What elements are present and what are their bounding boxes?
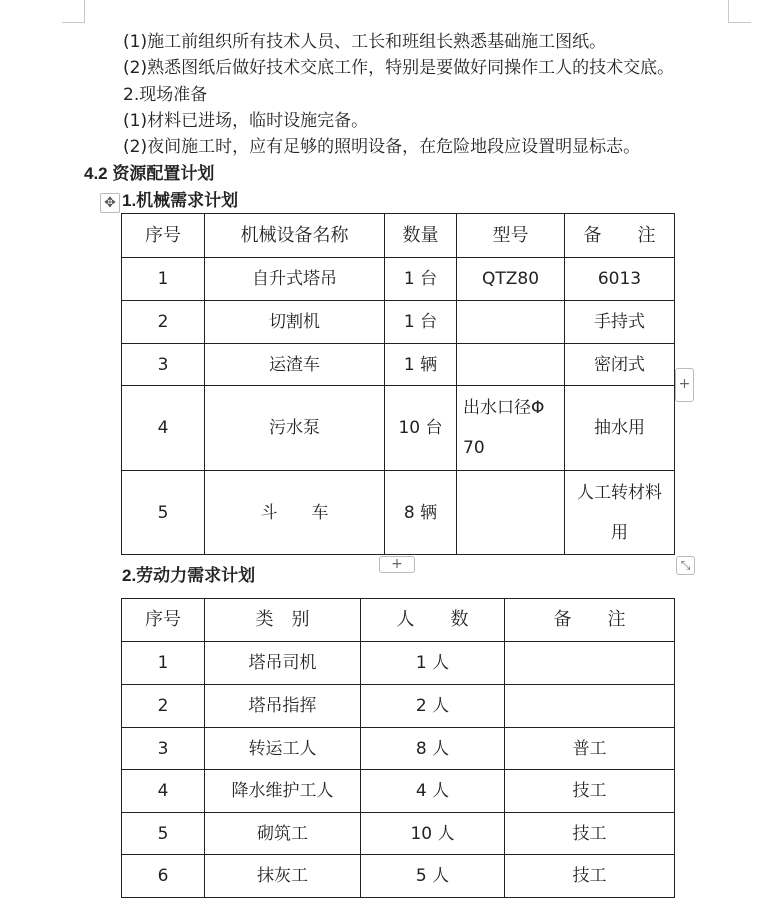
table-cell[interactable]	[457, 301, 565, 344]
table-cell[interactable]: 砌筑工	[205, 813, 361, 855]
table-cell[interactable]: 10 台	[385, 386, 457, 471]
table-row	[122, 471, 675, 555]
table-cell[interactable]: QTZ80	[457, 258, 565, 301]
table-cell[interactable]: 1 台	[385, 258, 457, 301]
table-cell[interactable]: 4	[122, 770, 205, 813]
paragraph-1: (1)施工前组织所有技术人员、工长和班组长熟悉基础施工图纸。	[123, 32, 607, 52]
table-cell[interactable]: 普工	[505, 728, 675, 770]
table-cell[interactable]: 塔吊司机	[205, 642, 361, 685]
note-line-2: 用	[611, 522, 628, 543]
model-line-1: 出水口径Φ	[463, 398, 545, 418]
table-row	[122, 301, 675, 344]
table-cell[interactable]	[505, 642, 675, 685]
table-cell[interactable]: 1 辆	[385, 344, 457, 386]
table-row	[122, 685, 675, 728]
table-cell[interactable]: 4 人	[361, 770, 505, 813]
table-row	[122, 813, 675, 855]
table-cell[interactable]: 2	[122, 685, 205, 728]
table-row	[122, 770, 675, 813]
page-corner-mark-left	[62, 0, 85, 23]
table-row	[122, 642, 675, 685]
move-cross-icon[interactable]: ✥	[100, 193, 120, 213]
table-cell[interactable]: 1 台	[385, 301, 457, 344]
paragraph-2: (2)熟悉图纸后做好技术交底工作，特别是要做好同操作工人的技术交底。	[123, 58, 675, 78]
table-cell[interactable]	[457, 386, 565, 471]
header-cell: 序号	[122, 214, 205, 258]
table-cell[interactable]	[565, 471, 675, 555]
table-cell[interactable]: 密闭式	[565, 344, 675, 386]
paragraph-4: (1)材料已进场，临时设施完备。	[123, 111, 369, 131]
labor-table-title: 2.劳动力需求计划	[122, 566, 256, 585]
table-cell[interactable]: 抽水用	[565, 386, 675, 471]
table-row	[122, 855, 675, 898]
table-row	[122, 344, 675, 386]
page-corner-mark-right	[728, 0, 751, 23]
table-cell[interactable]: 污水泵	[205, 386, 385, 471]
table-cell[interactable]: 2 人	[361, 685, 505, 728]
table-cell[interactable]	[457, 344, 565, 386]
table-cell[interactable]: 6013	[565, 258, 675, 301]
table-cell[interactable]: 10 人	[361, 813, 505, 855]
resize-diagonal-icon[interactable]: ⤡	[676, 556, 695, 575]
table-cell[interactable]: 斗 车	[205, 471, 385, 555]
section-heading: 4.2 资源配置计划	[84, 164, 215, 183]
table-cell[interactable]: 降水维护工人	[205, 770, 361, 813]
table-cell[interactable]: 6	[122, 855, 205, 898]
table-cell[interactable]: 切割机	[205, 301, 385, 344]
labor-table	[121, 598, 675, 898]
paragraph-3: 2.现场准备	[123, 85, 208, 105]
table-cell[interactable]: 抹灰工	[205, 855, 361, 898]
table-cell[interactable]: 1	[122, 642, 205, 685]
table-cell[interactable]: 8 辆	[385, 471, 457, 555]
note-line-1: 人工转材料	[577, 482, 662, 503]
table-cell[interactable]: 2	[122, 301, 205, 344]
table-header-row	[122, 214, 675, 258]
table-row	[122, 258, 675, 301]
table-cell[interactable]: 4	[122, 386, 205, 471]
table-cell[interactable]	[505, 685, 675, 728]
table-cell[interactable]	[457, 471, 565, 555]
table-cell[interactable]: 自升式塔吊	[205, 258, 385, 301]
table-header-row	[122, 599, 675, 642]
header-cell: 类 别	[205, 599, 361, 642]
table-cell[interactable]: 3	[122, 728, 205, 770]
paragraph-5: (2)夜间施工时，应有足够的照明设备，在危险地段应设置明显标志。	[123, 137, 641, 157]
header-cell: 机械设备名称	[205, 214, 385, 258]
header-cell: 备 注	[565, 214, 675, 258]
table-cell[interactable]: 8 人	[361, 728, 505, 770]
header-cell: 序号	[122, 599, 205, 642]
table-cell[interactable]: 手持式	[565, 301, 675, 344]
table-row	[122, 728, 675, 770]
table-cell[interactable]: 技工	[505, 770, 675, 813]
add-row-button[interactable]: +	[379, 556, 415, 573]
header-cell: 型号	[457, 214, 565, 258]
table-cell[interactable]: 1	[122, 258, 205, 301]
table-cell[interactable]: 转运工人	[205, 728, 361, 770]
header-cell: 人 数	[361, 599, 505, 642]
table-cell[interactable]: 运渣车	[205, 344, 385, 386]
table-cell[interactable]: 塔吊指挥	[205, 685, 361, 728]
header-cell: 数量	[385, 214, 457, 258]
table-cell[interactable]: 5	[122, 813, 205, 855]
header-cell: 备 注	[505, 599, 675, 642]
table-cell[interactable]: 3	[122, 344, 205, 386]
add-column-button[interactable]: +	[675, 368, 694, 402]
table-cell[interactable]: 5	[122, 471, 205, 555]
model-line-2: 70	[463, 438, 485, 458]
table-cell[interactable]: 技工	[505, 855, 675, 898]
table-cell[interactable]: 5 人	[361, 855, 505, 898]
machinery-table	[121, 213, 675, 555]
table-cell[interactable]: 技工	[505, 813, 675, 855]
table-row	[122, 386, 675, 471]
table-cell[interactable]: 1 人	[361, 642, 505, 685]
machinery-table-title: 1.机械需求计划	[122, 191, 239, 210]
